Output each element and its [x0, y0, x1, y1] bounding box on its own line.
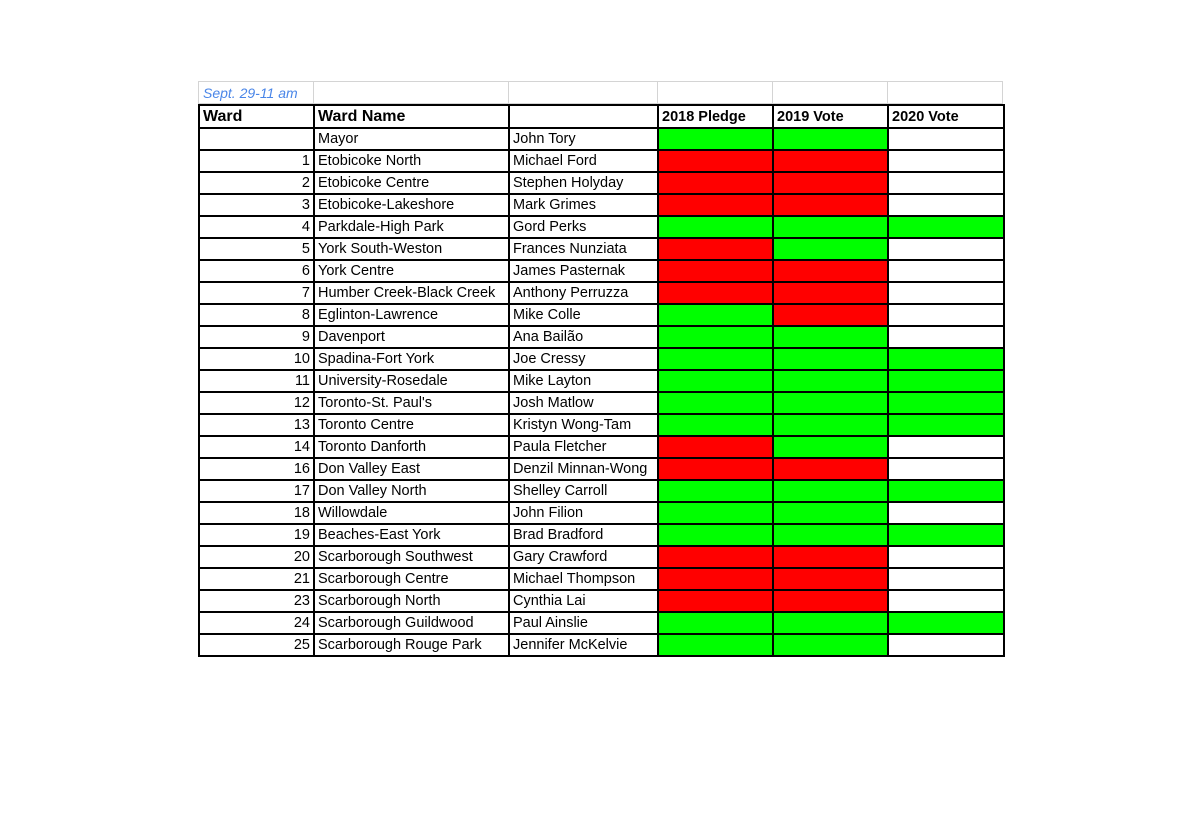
vote-2019-cell[interactable] [773, 260, 888, 282]
ward-name-cell[interactable]: Don Valley East [314, 458, 509, 480]
pledge-2018-cell[interactable] [658, 370, 773, 392]
pledge-2018-cell[interactable] [658, 634, 773, 656]
table-row [199, 238, 1004, 260]
pledge-2018-cell[interactable] [658, 458, 773, 480]
table-row [199, 480, 1004, 502]
vote-2019-cell[interactable] [773, 502, 888, 524]
vote-2019-cell[interactable] [773, 524, 888, 546]
pledge-2018-cell[interactable] [658, 590, 773, 612]
table-row [199, 370, 1004, 392]
vote-2020-cell[interactable] [888, 260, 1004, 282]
ward-name-cell[interactable]: Spadina-Fort York [314, 348, 509, 370]
vote-2019-cell[interactable] [773, 568, 888, 590]
table-row [199, 128, 1004, 150]
councillor-cell[interactable]: Stephen Holyday [509, 172, 658, 194]
councillor-cell[interactable]: Cynthia Lai [509, 590, 658, 612]
ward-name-cell[interactable]: Scarborough Centre [314, 568, 509, 590]
vote-2019-cell[interactable] [773, 128, 888, 150]
councillor-cell[interactable]: Shelley Carroll [509, 480, 658, 502]
councillor-cell[interactable]: Gary Crawford [509, 546, 658, 568]
ward-number-cell[interactable]: 24 [199, 612, 314, 634]
councillor-cell[interactable]: Michael Ford [509, 150, 658, 172]
ward-name-cell[interactable]: Willowdale [314, 502, 509, 524]
councillor-cell[interactable]: Paul Ainslie [509, 612, 658, 634]
table-row [199, 260, 1004, 282]
councillor-cell[interactable]: Denzil Minnan-Wong [509, 458, 658, 480]
table-row [199, 348, 1004, 370]
ward-name-cell[interactable]: Scarborough Rouge Park [314, 634, 509, 656]
timestamp-cell[interactable]: Sept. 29-11 am [198, 81, 313, 104]
header-councillor[interactable] [509, 105, 658, 128]
vote-2019-cell[interactable] [773, 436, 888, 458]
ward-name-cell[interactable]: York Centre [314, 260, 509, 282]
vote-2020-cell[interactable] [888, 238, 1004, 260]
vote-2020-cell[interactable] [888, 370, 1004, 392]
councillor-cell[interactable]: Ana Bailão [509, 326, 658, 348]
pledge-2018-cell[interactable] [658, 348, 773, 370]
ward-name-cell[interactable]: Scarborough Guildwood [314, 612, 509, 634]
table-row [199, 612, 1004, 634]
table-row [199, 634, 1004, 656]
councillor-cell[interactable]: Anthony Perruzza [509, 282, 658, 304]
vote-2020-cell[interactable] [888, 326, 1004, 348]
vote-2020-cell[interactable] [888, 150, 1004, 172]
ward-number-cell[interactable]: 7 [199, 282, 314, 304]
pledge-2018-cell[interactable] [658, 546, 773, 568]
pledge-2018-cell[interactable] [658, 612, 773, 634]
ward-number-cell[interactable]: 5 [199, 238, 314, 260]
pledge-2018-cell[interactable] [658, 150, 773, 172]
ward-number-cell[interactable]: 23 [199, 590, 314, 612]
councillor-cell[interactable]: Mike Colle [509, 304, 658, 326]
ward-name-cell[interactable]: Parkdale-High Park [314, 216, 509, 238]
councillor-cell[interactable]: Josh Matlow [509, 392, 658, 414]
pledge-2018-cell[interactable] [658, 172, 773, 194]
vote-2019-cell[interactable] [773, 216, 888, 238]
pledge-2018-cell[interactable] [658, 502, 773, 524]
table-row [199, 568, 1004, 590]
ward-name-cell[interactable]: York South-Weston [314, 238, 509, 260]
councillor-cell[interactable]: James Pasternak [509, 260, 658, 282]
ward-number-cell[interactable]: 25 [199, 634, 314, 656]
vote-2020-cell[interactable] [888, 458, 1004, 480]
ward-name-cell[interactable]: Etobicoke North [314, 150, 509, 172]
table-row [199, 326, 1004, 348]
ward-name-cell[interactable]: Scarborough North [314, 590, 509, 612]
councillor-cell[interactable]: Frances Nunziata [509, 238, 658, 260]
ward-number-cell[interactable]: 2 [199, 172, 314, 194]
ward-number-cell[interactable]: 1 [199, 150, 314, 172]
ward-name-cell[interactable]: Scarborough Southwest [314, 546, 509, 568]
vote-2020-cell[interactable] [888, 194, 1004, 216]
ward-number-cell[interactable]: 10 [199, 348, 314, 370]
table-row [199, 194, 1004, 216]
table-row [199, 546, 1004, 568]
header-2019-vote[interactable]: 2019 Vote [773, 105, 888, 128]
vote-2019-cell[interactable] [773, 348, 888, 370]
councillor-cell[interactable]: Gord Perks [509, 216, 658, 238]
ward-name-cell[interactable]: Etobicoke Centre [314, 172, 509, 194]
councillor-cell[interactable]: Joe Cressy [509, 348, 658, 370]
ward-name-cell[interactable]: University-Rosedale [314, 370, 509, 392]
empty-cell[interactable] [887, 81, 1003, 104]
ward-number-cell[interactable]: 13 [199, 414, 314, 436]
vote-2019-cell[interactable] [773, 370, 888, 392]
ward-name-cell[interactable]: Toronto-St. Paul's [314, 392, 509, 414]
pledge-2018-cell[interactable] [658, 524, 773, 546]
pledge-2018-cell[interactable] [658, 414, 773, 436]
councillor-cell[interactable]: Michael Thompson [509, 568, 658, 590]
vote-2020-cell[interactable] [888, 128, 1004, 150]
vote-2020-cell[interactable] [888, 216, 1004, 238]
pledge-2018-cell[interactable] [658, 194, 773, 216]
ward-name-cell[interactable]: Don Valley North [314, 480, 509, 502]
ward-number-cell[interactable]: 19 [199, 524, 314, 546]
vote-2019-cell[interactable] [773, 458, 888, 480]
table-row [199, 414, 1004, 436]
vote-2019-cell[interactable] [773, 480, 888, 502]
vote-2019-cell[interactable] [773, 172, 888, 194]
councillor-cell[interactable]: Mike Layton [509, 370, 658, 392]
table-row [199, 502, 1004, 524]
empty-cell[interactable] [313, 81, 508, 104]
vote-2020-cell[interactable] [888, 282, 1004, 304]
ward-number-cell[interactable]: 17 [199, 480, 314, 502]
vote-2019-cell[interactable] [773, 546, 888, 568]
vote-2020-cell[interactable] [888, 568, 1004, 590]
vote-2019-cell[interactable] [773, 612, 888, 634]
vote-2020-cell[interactable] [888, 480, 1004, 502]
pledge-2018-cell[interactable] [658, 304, 773, 326]
ward-name-cell[interactable]: Beaches-East York [314, 524, 509, 546]
ward-number-cell[interactable]: 16 [199, 458, 314, 480]
vote-2019-cell[interactable] [773, 282, 888, 304]
ward-number-cell[interactable]: 4 [199, 216, 314, 238]
vote-2020-cell[interactable] [888, 634, 1004, 656]
pledge-2018-cell[interactable] [658, 260, 773, 282]
vote-2019-cell[interactable] [773, 238, 888, 260]
ward-name-cell[interactable]: Humber Creek-Black Creek [314, 282, 509, 304]
vote-2020-cell[interactable] [888, 546, 1004, 568]
table-row [199, 458, 1004, 480]
ward-name-cell[interactable]: Davenport [314, 326, 509, 348]
pledge-2018-cell[interactable] [658, 216, 773, 238]
pledge-2018-cell[interactable] [658, 568, 773, 590]
councillor-cell[interactable]: Paula Fletcher [509, 436, 658, 458]
vote-2020-cell[interactable] [888, 392, 1004, 414]
vote-2020-cell[interactable] [888, 436, 1004, 458]
councillor-cell[interactable]: John Filion [509, 502, 658, 524]
table-row [199, 282, 1004, 304]
ward-name-cell[interactable]: Toronto Danforth [314, 436, 509, 458]
pledge-2018-cell[interactable] [658, 282, 773, 304]
vote-2020-cell[interactable] [888, 590, 1004, 612]
vote-2019-cell[interactable] [773, 392, 888, 414]
empty-cell[interactable] [772, 81, 887, 104]
pledge-2018-cell[interactable] [658, 392, 773, 414]
vote-2020-cell[interactable] [888, 524, 1004, 546]
vote-2019-cell[interactable] [773, 150, 888, 172]
voting-record-table [198, 104, 1005, 657]
pledge-2018-cell[interactable] [658, 128, 773, 150]
pledge-2018-cell[interactable] [658, 326, 773, 348]
vote-2020-cell[interactable] [888, 612, 1004, 634]
header-ward[interactable]: Ward [199, 105, 314, 128]
vote-2019-cell[interactable] [773, 414, 888, 436]
table-row [199, 590, 1004, 612]
pledge-2018-cell[interactable] [658, 436, 773, 458]
ward-number-cell[interactable]: 9 [199, 326, 314, 348]
ward-number-cell[interactable]: 12 [199, 392, 314, 414]
header-2018-pledge[interactable]: 2018 Pledge [658, 105, 773, 128]
ward-number-cell[interactable]: 6 [199, 260, 314, 282]
ward-name-cell[interactable]: Etobicoke-Lakeshore [314, 194, 509, 216]
vote-2020-cell[interactable] [888, 414, 1004, 436]
table-row [199, 304, 1004, 326]
spreadsheet [198, 81, 1003, 657]
table-row [199, 436, 1004, 458]
councillor-cell[interactable]: Jennifer McKelvie [509, 634, 658, 656]
pledge-2018-cell[interactable] [658, 480, 773, 502]
ward-number-cell[interactable]: 11 [199, 370, 314, 392]
ward-name-cell[interactable]: Mayor [314, 128, 509, 150]
vote-2019-cell[interactable] [773, 326, 888, 348]
councillor-cell[interactable]: Kristyn Wong-Tam [509, 414, 658, 436]
vote-2020-cell[interactable] [888, 348, 1004, 370]
ward-name-cell[interactable]: Eglinton-Lawrence [314, 304, 509, 326]
table-row [199, 216, 1004, 238]
vote-2020-cell[interactable] [888, 172, 1004, 194]
header-2020-vote[interactable]: 2020 Vote [888, 105, 1004, 128]
pledge-2018-cell[interactable] [658, 238, 773, 260]
councillor-cell[interactable]: Brad Bradford [509, 524, 658, 546]
timestamp-row [198, 81, 1003, 104]
table-row [199, 392, 1004, 414]
ward-number-cell[interactable] [199, 128, 314, 150]
vote-2019-cell[interactable] [773, 634, 888, 656]
ward-number-cell[interactable]: 18 [199, 502, 314, 524]
table-row [199, 172, 1004, 194]
table-row [199, 524, 1004, 546]
vote-2020-cell[interactable] [888, 304, 1004, 326]
vote-2019-cell[interactable] [773, 304, 888, 326]
ward-name-cell[interactable]: Toronto Centre [314, 414, 509, 436]
ward-number-cell[interactable]: 21 [199, 568, 314, 590]
ward-number-cell[interactable]: 3 [199, 194, 314, 216]
ward-number-cell[interactable]: 14 [199, 436, 314, 458]
table-row [199, 150, 1004, 172]
header-row [199, 105, 1004, 128]
vote-2019-cell[interactable] [773, 194, 888, 216]
ward-number-cell[interactable]: 20 [199, 546, 314, 568]
ward-number-cell[interactable]: 8 [199, 304, 314, 326]
header-ward-name[interactable]: Ward Name [314, 105, 509, 128]
vote-2020-cell[interactable] [888, 502, 1004, 524]
empty-cell[interactable] [508, 81, 657, 104]
empty-cell[interactable] [657, 81, 772, 104]
vote-2019-cell[interactable] [773, 590, 888, 612]
councillor-cell[interactable]: John Tory [509, 128, 658, 150]
councillor-cell[interactable]: Mark Grimes [509, 194, 658, 216]
